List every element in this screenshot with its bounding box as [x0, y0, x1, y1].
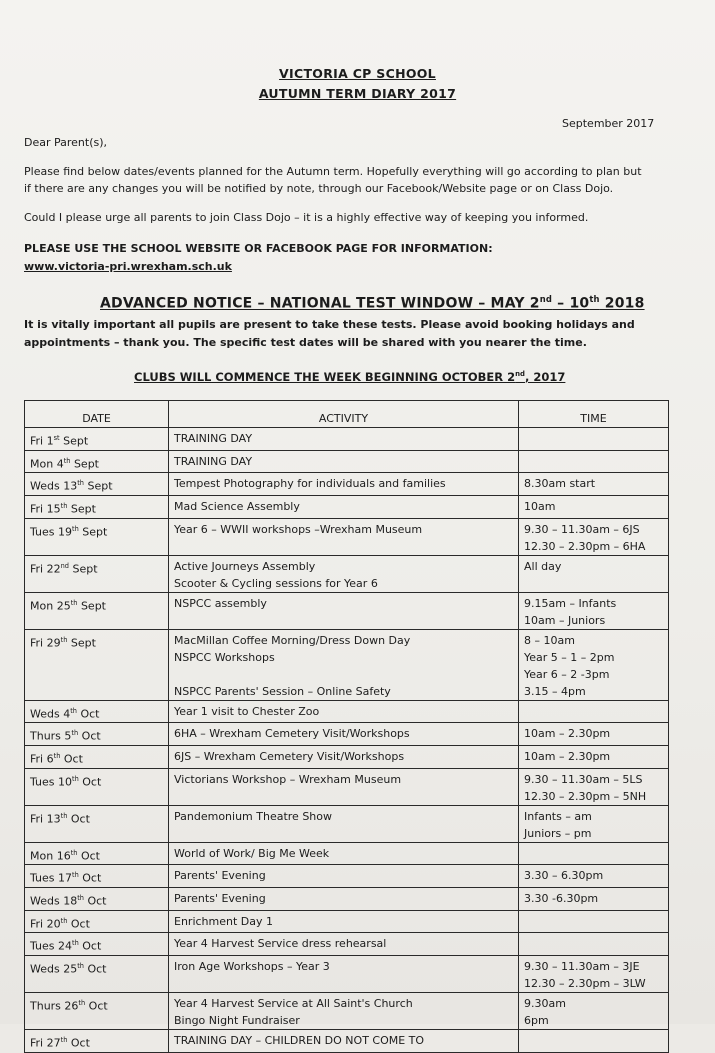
date-day: Fri 27	[30, 1036, 61, 1050]
date-day: Weds 25	[30, 962, 78, 976]
date-cell	[25, 723, 169, 746]
time-line: 10am	[524, 499, 556, 513]
date-ordinal: th	[70, 598, 78, 607]
date-month: Oct	[78, 775, 102, 789]
date-cell	[25, 428, 169, 451]
time-line: 9.30 – 11.30am – 5LS	[524, 772, 643, 786]
activity-line	[174, 825, 513, 842]
date-day: Thurs 5	[30, 729, 72, 743]
date-cell	[25, 933, 169, 956]
date-month: Oct	[83, 962, 107, 976]
activity-line	[174, 788, 513, 805]
activity-line: Iron Age Workshops – Year 3	[174, 959, 330, 973]
date-cell	[25, 865, 169, 888]
date-ordinal: th	[60, 635, 68, 644]
letter-date: September 2017	[562, 117, 655, 130]
date-ordinal: th	[72, 774, 79, 783]
activity-cell	[169, 723, 519, 746]
activity-line: 6HA – Wrexham Cemetery Visit/Workshops	[174, 727, 410, 741]
table-row	[25, 723, 669, 746]
time-line: 3.30 – 6.30pm	[524, 869, 604, 883]
date-ordinal: th	[72, 939, 79, 948]
table-header-row	[25, 401, 669, 428]
diary-table-body	[25, 428, 669, 1053]
table-row	[25, 933, 669, 956]
activity-line: 6JS – Wrexham Cemetery Visit/Workshops	[174, 749, 405, 763]
time-cell	[519, 592, 669, 629]
date-month: Sept	[67, 502, 96, 516]
date-month: Oct	[78, 939, 102, 953]
activity-cell	[169, 495, 519, 518]
clubs-text-b: , 2017	[525, 370, 566, 384]
time-cell	[519, 1029, 669, 1052]
time-cell	[519, 865, 669, 888]
time-line: 10am – 2.30pm	[524, 749, 611, 763]
date-ordinal: th	[77, 479, 84, 488]
table-row	[25, 910, 669, 933]
date-cell	[25, 518, 169, 555]
activity-line: Parents' Evening	[174, 869, 266, 883]
activity-cell	[169, 450, 519, 473]
national-test-sup-2: th	[589, 294, 600, 304]
table-row	[25, 842, 669, 865]
national-test-sup-1: nd	[539, 294, 553, 304]
test-notice-line-1: It is vitally important all pupils are present to take these tests. Please avoid booking holidays and	[24, 318, 635, 331]
time-column-header: TIME	[519, 401, 669, 428]
date-day: Weds 13	[30, 479, 78, 493]
activity-line: Year 6 – WWII workshops –Wrexham Museum	[174, 522, 423, 536]
activity-line: Mad Science Assembly	[174, 499, 300, 513]
date-ordinal: st	[53, 434, 60, 442]
activity-line	[174, 538, 513, 555]
date-ordinal: th	[78, 998, 86, 1007]
national-test-heading-c: 2018	[599, 295, 645, 312]
national-test-heading-b: – 10	[552, 295, 590, 312]
activity-line: NSPCC assembly	[174, 596, 267, 610]
national-test-heading-a: ADVANCED NOTICE – NATIONAL TEST WINDOW – MAY 2	[100, 295, 540, 312]
activity-column-header: ACTIVITY	[169, 401, 519, 428]
activity-cell	[169, 700, 519, 723]
time-cell	[519, 955, 669, 992]
activity-cell	[169, 933, 519, 956]
clubs-text-a: CLUBS WILL COMMENCE THE WEEK BEGINNING OCTOBER 2	[134, 370, 516, 384]
time-line: 12.30 – 2.30pm – 6HA	[524, 539, 646, 553]
activity-line: NSPCC Workshops	[174, 650, 275, 664]
date-month: Oct	[67, 1036, 90, 1050]
time-line: All day	[524, 559, 562, 573]
activity-cell	[169, 768, 519, 805]
date-month: Oct	[85, 999, 108, 1013]
table-row	[25, 805, 669, 842]
time-cell	[519, 555, 669, 592]
table-row	[25, 555, 669, 592]
date-ordinal: nd	[60, 561, 69, 570]
table-row	[25, 495, 669, 518]
table-row	[25, 450, 669, 473]
time-line: 9.30am	[524, 996, 566, 1010]
time-line: Infants – am	[524, 809, 592, 823]
time-line: 6pm	[524, 1013, 549, 1027]
time-cell	[519, 428, 669, 451]
date-day: Fri 13	[30, 812, 61, 826]
activity-cell	[169, 805, 519, 842]
activity-cell	[169, 955, 519, 992]
table-row	[25, 745, 669, 768]
date-month: Sept	[67, 636, 96, 650]
date-cell	[25, 745, 169, 768]
website-notice: PLEASE USE THE SCHOOL WEBSITE OR FACEBOOK PAGE FOR INFORMATION:	[24, 242, 493, 255]
time-cell	[519, 450, 669, 473]
date-month: Sept	[77, 599, 106, 613]
time-line: 10am – Juniors	[524, 613, 606, 627]
time-line: 9.15am – Infants	[524, 596, 617, 610]
table-row	[25, 865, 669, 888]
school-website-link[interactable]: www.victoria-pri.wrexham.sch.uk	[24, 260, 232, 273]
activity-cell	[169, 555, 519, 592]
time-line: Year 6 – 2 -3pm	[524, 667, 610, 681]
date-month: Oct	[78, 871, 102, 885]
date-month: Sept	[70, 457, 99, 471]
date-cell	[25, 887, 169, 910]
time-cell	[519, 473, 669, 496]
time-cell	[519, 745, 669, 768]
time-cell	[519, 495, 669, 518]
school-name-heading: VICTORIA CP SCHOOL	[279, 66, 436, 81]
time-line: 12.30 – 2.30pm – 3LW	[524, 976, 646, 990]
date-ordinal: th	[60, 916, 68, 925]
date-cell	[25, 450, 169, 473]
date-month: Sept	[83, 479, 113, 493]
activity-line: Scooter & Cycling sessions for Year 6	[174, 576, 378, 590]
date-ordinal: th	[72, 524, 79, 533]
date-month: Sept	[78, 525, 108, 539]
activity-line: Pandemonium Theatre Show	[174, 809, 332, 823]
date-day: Fri 15	[30, 502, 61, 516]
activity-line: Bingo Night Fundraiser	[174, 1013, 300, 1027]
test-notice-line-2: appointments – thank you. The specific test dates will be shared with you nearer the time.	[24, 336, 587, 349]
class-dojo-paragraph: Could I please urge all parents to join Class Dojo – it is a highly effective way of keeping you informed.	[24, 211, 589, 224]
date-cell	[25, 555, 169, 592]
date-month: Oct	[78, 729, 101, 743]
date-column-header: DATE	[25, 401, 169, 428]
date-day: Tues 10	[30, 775, 73, 789]
activity-cell	[169, 428, 519, 451]
activity-line: MacMillan Coffee Morning/Dress Down Day	[174, 633, 411, 647]
date-ordinal: th	[70, 706, 77, 715]
date-day: Tues 24	[30, 939, 73, 953]
date-ordinal: th	[63, 456, 71, 465]
term-diary-table	[24, 400, 669, 1053]
activity-line: Year 1 visit to Chester Zoo	[174, 704, 320, 718]
time-cell	[519, 629, 669, 700]
activity-line: TRAINING DAY – CHILDREN DO NOT COME TO	[174, 1033, 425, 1047]
activity-line: Parents' Evening	[174, 891, 266, 905]
date-cell	[25, 592, 169, 629]
activity-line: World of Work/ Big Me Week	[174, 846, 330, 860]
date-day: Weds 18	[30, 894, 78, 908]
activity-cell	[169, 1029, 519, 1052]
date-day: Fri 22	[30, 562, 61, 576]
time-cell	[519, 518, 669, 555]
date-month: Oct	[67, 917, 90, 931]
activity-line: NSPCC Parents' Session – Online Safety	[174, 684, 391, 698]
date-day: Tues 19	[30, 525, 73, 539]
table-row	[25, 700, 669, 723]
intro-line-1: Please find below dates/events planned for the Autumn term. Hopefully everything will go according to plan but	[24, 165, 642, 178]
date-day: Thurs 26	[30, 999, 79, 1013]
activity-line: Active Journeys Assembly	[174, 559, 316, 573]
activity-cell	[169, 745, 519, 768]
diary-title-heading: AUTUMN TERM DIARY 2017	[258, 86, 457, 101]
time-line: 10am – 2.30pm	[524, 727, 611, 741]
date-ordinal: th	[71, 729, 79, 738]
date-cell	[25, 910, 169, 933]
date-cell	[25, 805, 169, 842]
table-row	[25, 629, 669, 700]
time-line: Juniors – pm	[524, 826, 592, 840]
activity-line: TRAINING DAY	[174, 432, 253, 445]
date-day: Fri 29	[30, 636, 61, 650]
date-ordinal: th	[70, 848, 78, 857]
table-row	[25, 955, 669, 992]
activity-line: Victorians Workshop – Wrexham Museum	[174, 772, 402, 786]
activity-line: Year 4 Harvest Service at All Saint's Church	[174, 996, 413, 1010]
activity-cell	[169, 518, 519, 555]
activity-cell	[169, 910, 519, 933]
time-line: 8.30am start	[524, 477, 596, 491]
time-line: 3.15 – 4pm	[524, 684, 586, 698]
date-ordinal: th	[77, 961, 84, 970]
table-row	[25, 592, 669, 629]
date-cell	[25, 1029, 169, 1052]
table-row	[25, 428, 669, 451]
activity-cell	[169, 629, 519, 700]
activity-line	[174, 612, 513, 629]
activity-cell	[169, 592, 519, 629]
time-cell	[519, 887, 669, 910]
national-test-heading	[100, 294, 645, 312]
activity-line: Tempest Photography for individuals and families	[174, 477, 446, 491]
date-day: Weds 4	[30, 707, 71, 721]
date-cell	[25, 955, 169, 992]
date-month: Sept	[68, 562, 98, 576]
date-ordinal: th	[60, 501, 68, 510]
date-day: Mon 16	[30, 849, 71, 863]
activity-line	[174, 975, 513, 992]
date-cell	[25, 842, 169, 865]
time-line: 3.30 -6.30pm	[524, 891, 599, 905]
date-ordinal: th	[60, 811, 68, 820]
date-ordinal: th	[60, 1035, 68, 1044]
time-line: Year 5 – 1 – 2pm	[524, 650, 615, 664]
intro-line-2: if there are any changes you will be notified by note, through our Facebook/Website page or on Class Dojo.	[24, 182, 614, 195]
date-month: Oct	[76, 707, 100, 721]
table-row	[25, 518, 669, 555]
table-row	[25, 473, 669, 496]
table-row	[25, 768, 669, 805]
greeting: Dear Parent(s),	[24, 136, 108, 149]
activity-line	[174, 666, 513, 683]
date-cell	[25, 495, 169, 518]
activity-cell	[169, 473, 519, 496]
activity-cell	[169, 887, 519, 910]
date-month: Oct	[67, 812, 90, 826]
date-day: Fri 6	[30, 752, 54, 766]
activity-cell	[169, 842, 519, 865]
time-cell	[519, 768, 669, 805]
time-cell	[519, 723, 669, 746]
time-line: 9.30 – 11.30am – 6JS	[524, 522, 640, 536]
date-month: Oct	[60, 752, 83, 766]
date-day: Mon 25	[30, 599, 71, 613]
date-month: Sept	[59, 434, 89, 448]
time-cell	[519, 700, 669, 723]
date-cell	[25, 629, 169, 700]
clubs-commence-heading	[134, 370, 565, 384]
table-row	[25, 887, 669, 910]
activity-line: Enrichment Day 1	[174, 914, 273, 928]
time-line: 8 – 10am	[524, 633, 575, 647]
date-day: Fri 20	[30, 917, 61, 931]
date-day: Mon 4	[30, 457, 64, 471]
clubs-sup: nd	[515, 370, 525, 379]
time-line: 9.30 – 11.30am – 3JE	[524, 959, 640, 973]
activity-line: TRAINING DAY	[174, 454, 253, 468]
time-cell	[519, 805, 669, 842]
date-cell	[25, 700, 169, 723]
date-cell	[25, 473, 169, 496]
date-month: Oct	[77, 849, 100, 863]
date-day: Fri 1	[30, 434, 54, 448]
time-cell	[519, 910, 669, 933]
date-day: Tues 17	[30, 871, 73, 885]
time-line: 12.30 – 2.30pm – 5NH	[524, 789, 647, 803]
activity-cell	[169, 865, 519, 888]
time-cell	[519, 842, 669, 865]
date-ordinal: th	[72, 871, 79, 880]
date-month: Oct	[83, 894, 107, 908]
table-row	[25, 1029, 669, 1052]
date-ordinal: th	[53, 751, 61, 760]
date-cell	[25, 768, 169, 805]
time-cell	[519, 933, 669, 956]
date-ordinal: th	[77, 893, 84, 902]
activity-line: Year 4 Harvest Service dress rehearsal	[174, 937, 387, 951]
